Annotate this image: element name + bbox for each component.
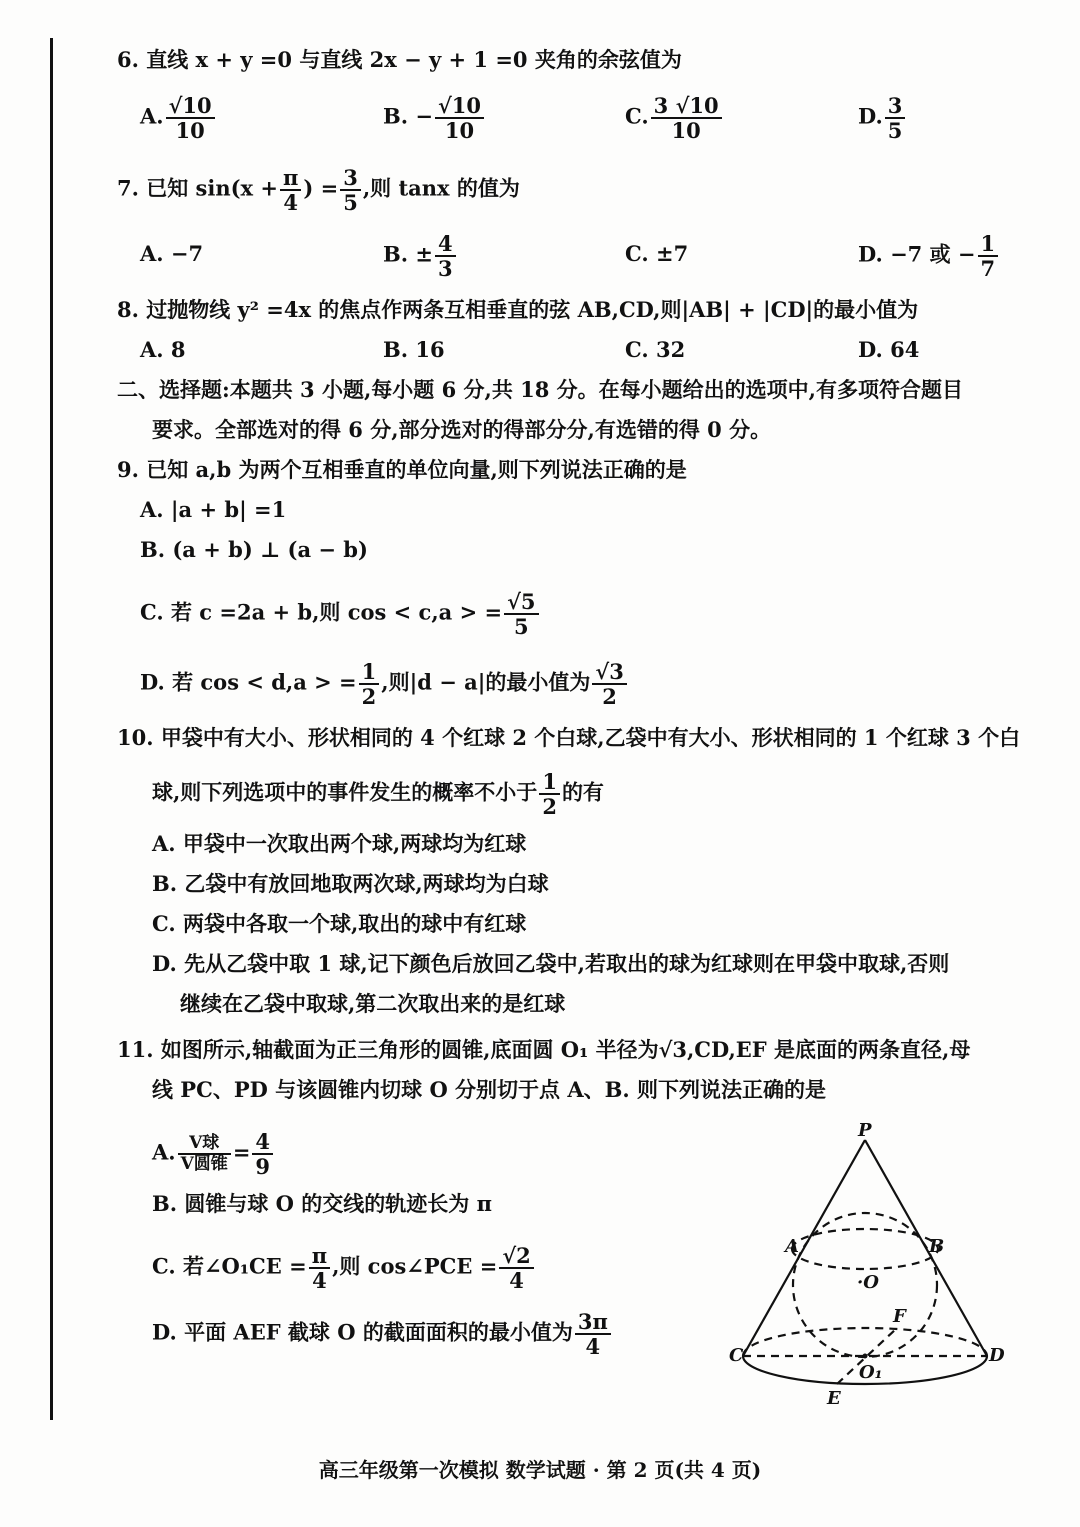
q7-option-a: A. −7 [140, 241, 204, 266]
q11-option-b: B. 圆锥与球 O 的交线的轨迹长为 π [152, 1191, 492, 1216]
cone-sphere-figure [725, 1120, 1025, 1410]
tangent-circle-front [792, 1249, 938, 1269]
q9-stem: 9. 已知 a,b 为两个互相垂直的单位向量,则下列说法正确的是 [117, 457, 687, 482]
q11-option-a: A. $\frac{\text{V球}}{\text{V圆锥}}$ = $\frac{4}{9}$ [152, 1130, 275, 1178]
label-e: E [827, 1388, 841, 1409]
q10-option-b: B. 乙袋中有放回地取两次球,两球均为白球 [152, 871, 549, 896]
label-d: D [989, 1345, 1005, 1366]
q10-option-a: A. 甲袋中一次取出两个球,两球均为红球 [152, 831, 527, 856]
label-b: B [929, 1236, 945, 1257]
q11-option-d: D. 平面 AEF 截球 O 的截面面积的最小值为 $\frac{3\pi}{4}$ [152, 1310, 613, 1358]
q10-option-d-line1: D. 先从乙袋中取 1 球,记下颜色后放回乙袋中,若取出的球为红球则在甲袋中取球,否则 [152, 951, 950, 976]
label-o: ·O [857, 1272, 879, 1293]
q8-option-b: B. 16 [383, 337, 445, 362]
q6-option-c: C. $\frac{3 √10}{10}$ [625, 94, 724, 142]
q6-option-d: D. $\frac{3}{5}$ [858, 94, 907, 142]
q8-stem: 8. 过抛物线 y² =4x 的焦点作两条互相垂直的弦 AB,CD,则|AB| + |CD|的最小值为 [117, 297, 919, 322]
q7-stem: 7. 已知 sin(x + $\frac{\pi}{4}$ ) = $\frac{3}{5}$ ,则 tanx 的值为 [117, 165, 520, 216]
label-c: C [729, 1345, 744, 1366]
q8-option-a: A. 8 [140, 337, 186, 362]
q6-option-a: A. $\frac{√10}{10}$ [140, 94, 217, 142]
q7-option-b: B. ± $\frac{4}{3}$ [383, 232, 458, 280]
q8-option-c: C. 32 [625, 337, 686, 362]
q10-option-d-line2: 继续在乙袋中取球,第二次取出来的是红球 [180, 991, 566, 1016]
q11-stem-line1: 11. 如图所示,轴截面为正三角形的圆锥,底面圆 O₁ 半径为√3,CD,EF 是底面的两条直径,母 [117, 1037, 971, 1062]
q7-option-d: D. −7 或 − $\frac{1}{7}$ [858, 232, 1000, 280]
q6-option-b: B. − $\frac{√10}{10}$ [383, 94, 486, 142]
q8-option-d: D. 64 [858, 337, 920, 362]
q9-option-a: A. |a + b| =1 [140, 497, 287, 522]
q9-option-c: C. 若 c =2a + b,则 cos < c,a > = $\frac{√5}{5}$ [140, 590, 541, 638]
center-o1-dot [863, 1354, 868, 1359]
q11-option-c: C. 若∠O₁CE = $\frac{\pi}{4}$ ,则 cos∠PCE = $\frac{√2}{4}$ [152, 1244, 536, 1292]
q9-option-d: D. 若 cos < d,a > = $\frac{1}{2}$ ,则|d − a|的最小值为 $\frac{√3}{2}$ [140, 660, 629, 708]
left-margin-rule [50, 38, 53, 1420]
page-footer: 高三年级第一次模拟 数学试题 · 第 2 页(共 4 页) [318, 1458, 762, 1482]
q10-stem-line1: 10. 甲袋中有大小、形状相同的 4 个红球 2 个白球,乙袋中有大小、形状相同的 1 个红球 3 个白 [117, 725, 1021, 750]
section2-instructions: 要求。全部选对的得 6 分,部分选对的得部分分,有选错的得 0 分。 [152, 417, 772, 442]
label-a: A [785, 1236, 799, 1257]
q7-option-c: C. ±7 [625, 241, 689, 266]
q9-option-b: B. (a + b) ⊥ (a − b) [140, 537, 368, 562]
label-o1: O₁ [859, 1362, 883, 1383]
section2-heading: 二、选择题:本题共 3 小题,每小题 6 分,共 18 分。在每小题给出的选项中,有多项符合题目 [117, 377, 963, 402]
label-p: P [858, 1120, 872, 1141]
base-back-arc [743, 1328, 987, 1356]
q11-stem-line2: 线 PC、PD 与该圆锥内切球 O 分别切于点 A、B. 则下列说法正确的是 [152, 1077, 827, 1102]
label-f: F [893, 1306, 906, 1327]
q10-stem-line2: 球,则下列选项中的事件发生的概率不小于 $\frac{1}{2}$ 的有 [152, 769, 604, 820]
q10-option-c: C. 两袋中各取一个球,取出的球中有红球 [152, 911, 527, 936]
q6-stem: 6. 直线 x + y =0 与直线 2x − y + 1 =0 夹角的余弦值为 [117, 47, 682, 72]
